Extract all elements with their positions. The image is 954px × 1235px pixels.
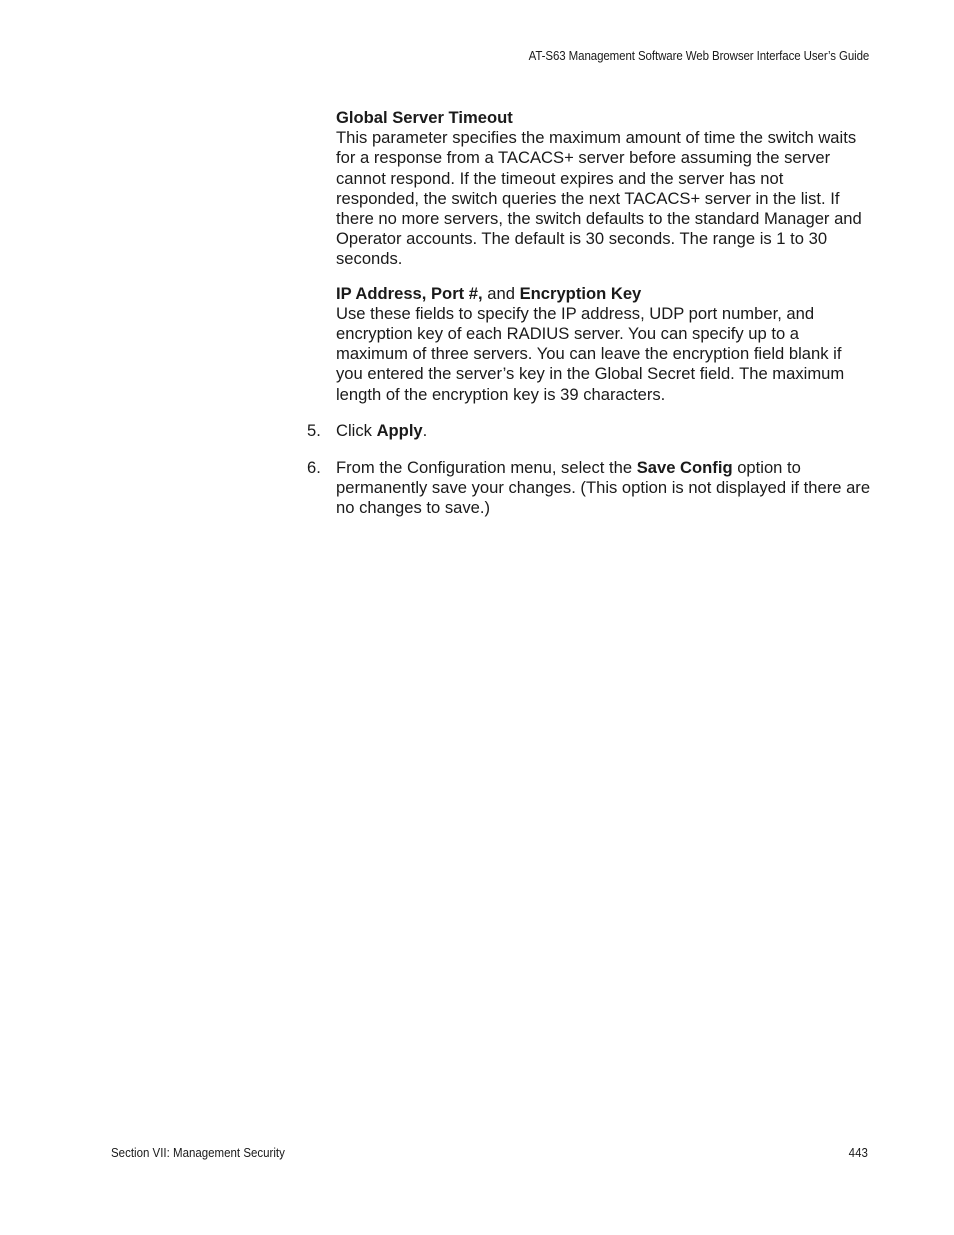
step-6	[307, 458, 871, 519]
global-server-timeout-section	[336, 108, 871, 270]
step-text: Click	[336, 420, 377, 440]
step-text: option to permanently save your changes. (This option is not displayed if there are no changes to save.)	[336, 458, 871, 518]
save-config-label: Save Config	[636, 458, 733, 478]
step-5	[307, 420, 871, 441]
footer-page-number: 443	[848, 1146, 868, 1160]
step-number: 5.	[307, 420, 321, 440]
encryption-key-label: Encryption Key	[519, 283, 642, 303]
global-server-timeout-description: This parameter specifies the maximum amount of time the switch waits for a response from a TACACS+ server before assuming the server cannot respond. If the timeout expires and the server has not responded, the switch queries the next TACACS+ server in the list. If there no more servers, the switch defaults to the standard Manager and Operator accounts. The default is 30 seconds. The range is 1 to 30 seconds.	[336, 128, 862, 269]
step-text: From the Configuration menu, select the	[336, 458, 637, 478]
ip-address-port-key-description: Use these fields to specify the IP address, UDP port number, and encryption key of each RADIUS server. You can specify up to a maximum of three servers. You can leave the encryption field blank if you entered the server’s key in the Global Secret field. The maximum length of the encryption key is 39 characters.	[336, 303, 845, 404]
page-content	[307, 108, 871, 519]
step-number: 6.	[307, 458, 321, 478]
apply-label: Apply	[376, 420, 423, 440]
ip-address-port-key-title	[336, 284, 871, 304]
global-server-timeout-title: Global Server Timeout	[336, 108, 513, 127]
ip-address-port-key-section	[336, 284, 871, 405]
ip-address-port-label: IP Address, Port #,	[336, 283, 483, 303]
running-header: AT-S63 Management Software Web Browser Interface User’s Guide	[528, 49, 869, 63]
step-text: .	[422, 420, 428, 440]
footer-section-title: Section VII: Management Security	[111, 1146, 285, 1160]
title-joiner: and	[482, 283, 520, 303]
